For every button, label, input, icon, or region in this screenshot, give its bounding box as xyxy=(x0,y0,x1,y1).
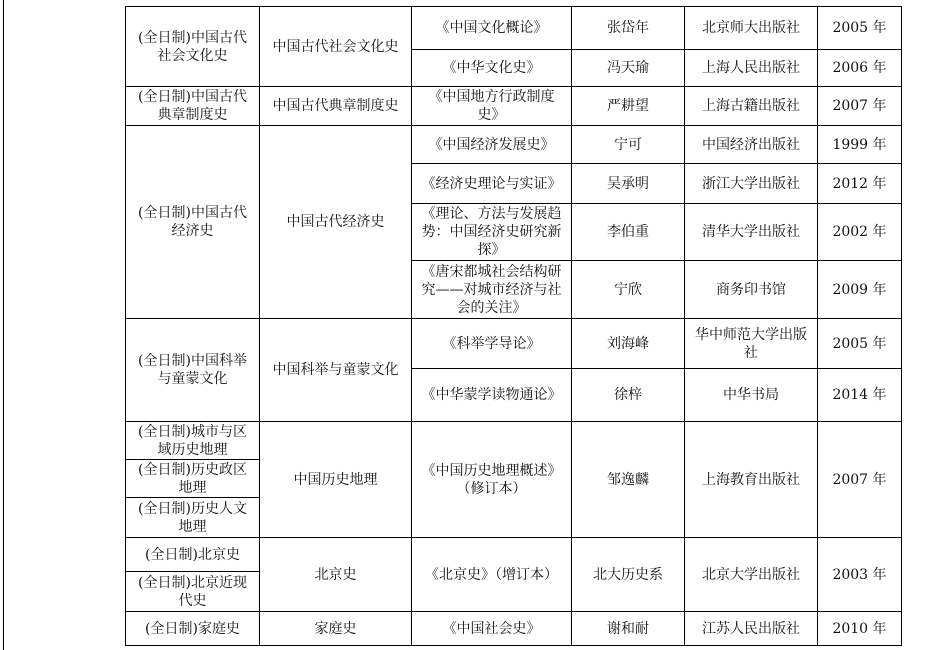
book-cell: 《北京史》（增订本） xyxy=(412,538,572,612)
author-cell: 李伯重 xyxy=(572,204,685,261)
year-cell: 1999 年 xyxy=(818,126,902,164)
table-row xyxy=(126,126,902,164)
course-cell: 中国古代社会文化史 xyxy=(260,7,412,87)
publisher-cell: 上海教育出版社 xyxy=(685,422,818,538)
author-cell: 冯天瑜 xyxy=(572,50,685,87)
major-cell: (全日制)历史政区地理 xyxy=(126,460,260,498)
year-cell: 2002 年 xyxy=(818,204,902,261)
publisher-cell: 上海人民出版社 xyxy=(685,50,818,87)
publisher-cell: 中华书局 xyxy=(685,369,818,422)
course-cell: 北京史 xyxy=(260,538,412,612)
author-cell: 邹逸麟 xyxy=(572,422,685,538)
year-cell: 2003 年 xyxy=(818,538,902,612)
major-cell: (全日制)城市与区域历史地理 xyxy=(126,422,260,460)
table-row xyxy=(126,538,902,572)
author-cell: 谢和耐 xyxy=(572,612,685,646)
major-cell: (全日制)家庭史 xyxy=(126,612,260,646)
table-row xyxy=(126,422,902,460)
publisher-cell: 北京师大出版社 xyxy=(685,7,818,50)
publisher-cell: 商务印书馆 xyxy=(685,261,818,319)
author-cell: 张岱年 xyxy=(572,7,685,50)
major-cell: (全日制)中国古代社会文化史 xyxy=(126,7,260,87)
year-cell: 2006 年 xyxy=(818,50,902,87)
major-cell: (全日制)中国古代典章制度史 xyxy=(126,87,260,126)
book-cell: 《理论、方法与发展趋势：中国经济史研究新探》 xyxy=(412,204,572,261)
course-cell: 家庭史 xyxy=(260,612,412,646)
reading-list-table xyxy=(125,6,902,646)
author-cell: 严耕望 xyxy=(572,87,685,126)
publisher-cell: 华中师范大学出版社 xyxy=(685,319,818,369)
course-cell: 中国古代典章制度史 xyxy=(260,87,412,126)
book-cell: 《经济史理论与实证》 xyxy=(412,164,572,204)
author-cell: 宁欣 xyxy=(572,261,685,319)
book-cell: 《中华蒙学读物通论》 xyxy=(412,369,572,422)
book-cell: 《唐宋都城社会结构研究——对城市经济与社会的关注》 xyxy=(412,261,572,319)
book-cell: 《中国地方行政制度史》 xyxy=(412,87,572,126)
table-row xyxy=(126,612,902,646)
publisher-cell: 清华大学出版社 xyxy=(685,204,818,261)
course-cell: 中国科举与童蒙文化 xyxy=(260,319,412,422)
year-cell: 2007 年 xyxy=(818,87,902,126)
year-cell: 2010 年 xyxy=(818,612,902,646)
publisher-cell: 浙江大学出版社 xyxy=(685,164,818,204)
publisher-cell: 北京大学出版社 xyxy=(685,538,818,612)
book-cell: 《中国历史地理概述》（修订本） xyxy=(412,422,572,538)
author-cell: 宁可 xyxy=(572,126,685,164)
table-row xyxy=(126,87,902,126)
major-cell: (全日制)北京史 xyxy=(126,538,260,572)
year-cell: 2014 年 xyxy=(818,369,902,422)
course-cell: 中国历史地理 xyxy=(260,422,412,538)
author-cell: 刘海峰 xyxy=(572,319,685,369)
major-cell: (全日制)北京近现代史 xyxy=(126,572,260,612)
year-cell: 2009 年 xyxy=(818,261,902,319)
book-cell: 《中国社会史》 xyxy=(412,612,572,646)
book-cell: 《中国文化概论》 xyxy=(412,7,572,50)
table-row xyxy=(126,7,902,50)
year-cell: 2007 年 xyxy=(818,422,902,538)
year-cell: 2005 年 xyxy=(818,319,902,369)
author-cell: 徐梓 xyxy=(572,369,685,422)
table-row xyxy=(126,319,902,369)
book-cell: 《科举学导论》 xyxy=(412,319,572,369)
year-cell: 2005 年 xyxy=(818,7,902,50)
major-cell: (全日制)中国科举与童蒙文化 xyxy=(126,319,260,422)
year-cell: 2012 年 xyxy=(818,164,902,204)
book-cell: 《中华文化史》 xyxy=(412,50,572,87)
publisher-cell: 江苏人民出版社 xyxy=(685,612,818,646)
page-left-rule xyxy=(3,0,4,650)
course-cell: 中国古代经济史 xyxy=(260,126,412,319)
book-cell: 《中国经济发展史》 xyxy=(412,126,572,164)
author-cell: 北大历史系 xyxy=(572,538,685,612)
major-cell: (全日制)中国古代经济史 xyxy=(126,126,260,319)
author-cell: 吴承明 xyxy=(572,164,685,204)
publisher-cell: 上海古籍出版社 xyxy=(685,87,818,126)
major-cell: (全日制)历史人文地理 xyxy=(126,498,260,538)
publisher-cell: 中国经济出版社 xyxy=(685,126,818,164)
